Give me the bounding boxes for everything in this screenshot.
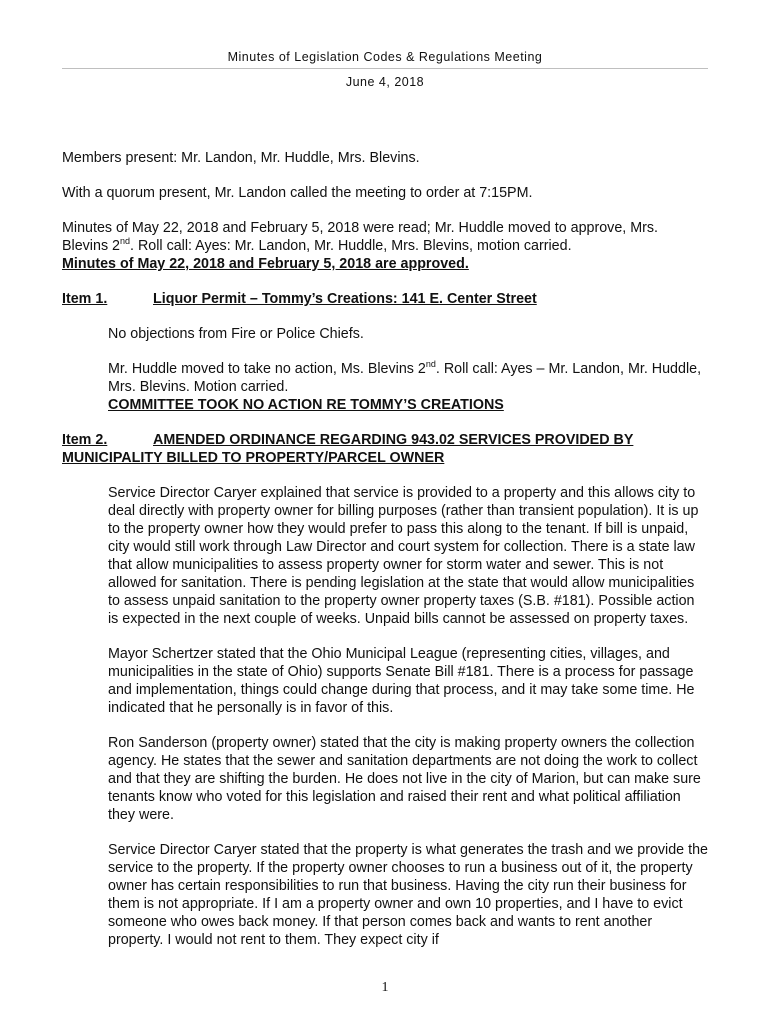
members-present: Members present: Mr. Landon, Mr. Huddle, Mrs. Blevins.: [62, 150, 420, 166]
item1-paragraph-1: No objections from Fire or Police Chiefs.: [108, 326, 364, 342]
item2-paragraph-2: Mayor Schertzer stated that the Ohio Municipal League (representing cities, villages, and municipalities in the state of Ohio) supports Senate Bill #181. There is a process for passage and implementation, things could change during that process, and it may take some time. He indicated that he personally is in favor of this.: [108, 646, 695, 716]
minutes-approved: Minutes of May 22, 2018 and February 5, 2018 are approved.: [62, 256, 469, 272]
item2-paragraph-3: Ron Sanderson (property owner) stated that the city is making property owners the collection agency. He states that the sewer and sanitation departments are not doing the work to collect and that they are shifting the burden. He does not live in the city of Marion, but can make sure tenants know who voted for this legislation and raised their rent and what political affiliation they were.: [108, 735, 701, 823]
document-title: Minutes of Legislation Codes & Regulations Meeting: [62, 50, 708, 69]
item1-heading: [62, 290, 708, 308]
page-number: 1: [381, 980, 389, 995]
ordinal-suffix: nd: [425, 359, 436, 370]
item1-title: Liquor Permit – Tommy’s Creations: 141 E. Center Street: [153, 291, 537, 307]
item1-number: Item 1.: [62, 291, 108, 307]
item2-paragraph-1: Service Director Caryer explained that service is provided to a property and this allows city to deal directly with property owner for billing purposes (rather than transient population). It is up to the property owner how they would prefer to pass this along to the tenant. If bill is unpaid, city would still work through Law Director and court system for collection. There is a state law that allow municipalities to assess property owner for storm water and sewer. This is not allowed for sanitation. There is pending legislation at the state that would allow municipalities to assess unpaid sanitation to the property owner property taxes (S.B. #181). Possible action is expected in the next couple of weeks. Unpaid bills cannot be assessed on property taxes.: [108, 485, 699, 627]
item2-title: AMENDED ORDINANCE REGARDING 943.02 SERVICES PROVIDED BY MUNICIPALITY BILLED TO PROPERTY/PARCEL OWNER: [62, 432, 634, 466]
page-header: [62, 50, 708, 89]
document-body: [62, 149, 708, 949]
minutes-read: [62, 219, 708, 255]
item2-paragraph-4: Service Director Caryer stated that the property is what generates the trash and we provide the service to the property. If the property owner chooses to run a business out of it, the property owner has certain responsibilities to run that business. Having the city run their business for them is not appropriate. If I am a property owner and own 10 properties, and I have to evict someone who owes back money. If that person comes back and wants to rent another property. I would not rent to them. They expect city if: [108, 842, 708, 948]
item2-number: Item 2.: [62, 432, 108, 448]
minutes-read-text-cont: . Roll call: Ayes: Mr. Landon, Mr. Huddle, Mrs. Blevins, motion carried.: [130, 238, 572, 254]
meeting-date: June 4, 2018: [345, 75, 425, 89]
item1-result: COMMITTEE TOOK NO ACTION RE TOMMY’S CREATIONS: [108, 397, 504, 413]
item2-heading: [62, 431, 708, 467]
item1-paragraph-2: [62, 360, 708, 396]
ordinal-suffix: nd: [120, 236, 131, 247]
quorum-statement: With a quorum present, Mr. Landon called the meeting to order at 7:15PM.: [62, 185, 533, 201]
item1-motion-text: Mr. Huddle moved to take no action, Ms. Blevins 2: [108, 361, 426, 377]
minutes-read-text: Minutes of May 22, 2018 and February 5, 2018 were read; Mr. Huddle moved to approve, Mrs. Blevins 2: [62, 220, 659, 254]
item1-motion-text-cont: . Roll call: Ayes – Mr. Landon, Mr. Huddle, Mrs. Blevins. Motion carried.: [108, 361, 702, 395]
